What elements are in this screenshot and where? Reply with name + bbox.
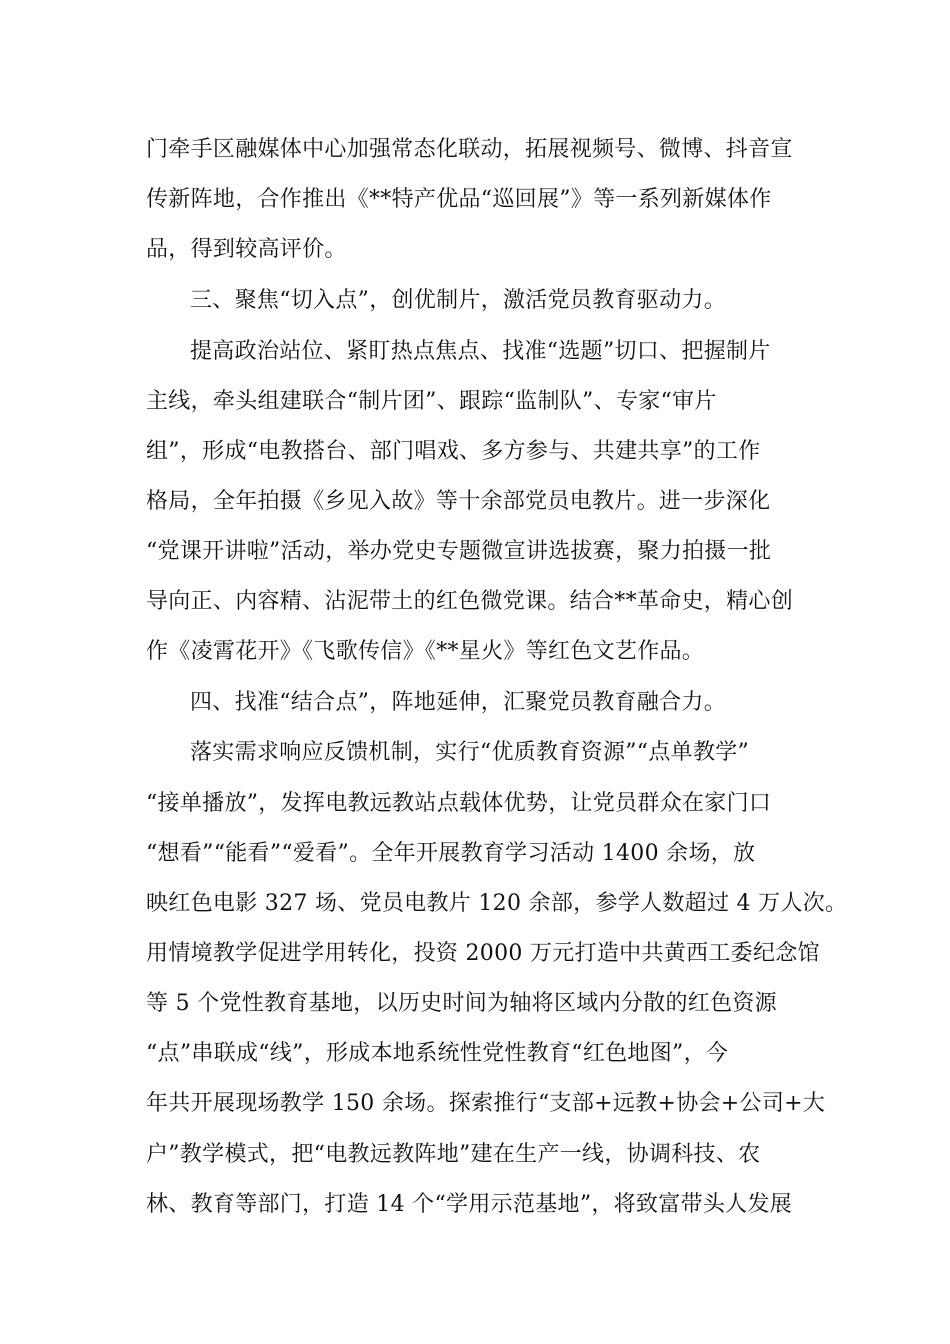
body-text-line: 门牵手区融媒体中心加强常态化联动，拓展视频号、微博、抖音宣 xyxy=(146,137,793,162)
body-text-line: 年共开展现场教学 150 余场。探索推行“支部+远教+协会+公司+大 xyxy=(146,1091,826,1116)
body-text-line: “接单播放”，发挥电教远教站点载体优势，让党员群众在家门口 xyxy=(146,791,772,816)
body-text-line: 品，得到较高评价。 xyxy=(146,237,347,262)
body-text-line: 落实需求响应反馈机制，实行“优质教育资源”“点单教学” xyxy=(190,740,750,765)
body-text-line: 等 5 个党性教育基地，以历史时间为轴将区域内分散的红色资源 xyxy=(146,991,777,1016)
body-text-line: “点”串联成“线”，形成本地系统性党性教育“红色地图”，今 xyxy=(146,1041,729,1066)
body-text-line: 映红色电影 327 场、党员电教片 120 余部，参学人数超过 4 万人次。 xyxy=(146,891,848,916)
body-text-line: 导向正、内容精、沾泥带土的红色微党课。结合**革命史，精心创 xyxy=(146,589,794,614)
body-text-line: 提高政治站位、紧盯热点焦点、找准“选题”切口、把握制片 xyxy=(190,339,771,364)
body-text-line: 作《凌霄花开》《飞歌传信》《**星火》等红色文艺作品。 xyxy=(146,639,705,664)
body-text-line: 主线，牵头组建联合“制片团”、跟踪“监制队”、专家“审片 xyxy=(146,389,717,414)
body-text-line: 用情境教学促进学用转化，投资 2000 万元打造中共黄西工委纪念馆 xyxy=(146,941,820,966)
body-text-line: 组”，形成“电教搭台、部门唱戏、多方参与、共建共享”的工作 xyxy=(146,439,761,464)
body-text-line: 传新阵地，合作推出《**特产优品“巡回展”》等一系列新媒体作 xyxy=(146,187,772,212)
section-heading-3: 三、聚焦“切入点”，创优制片，激活党员教育驱动力。 xyxy=(190,288,726,313)
body-text-line: “想看”“能看”“爱看”。全年开展教育学习活动 1400 余场，放 xyxy=(146,841,756,866)
body-text-line: “党课开讲啦”活动，举办党史专题微宣讲选拔赛，聚力拍摄一批 xyxy=(146,539,772,564)
body-text-line: 林、教育等部门，打造 14 个“学用示范基地”，将致富带头人发展 xyxy=(146,1192,793,1217)
body-text-line: 户”教学模式，把“电教远教阵地”建在生产一线，协调科技、农 xyxy=(146,1142,761,1167)
section-heading-4: 四、找准“结合点”，阵地延伸，汇聚党员教育融合力。 xyxy=(190,690,726,715)
body-text-line: 格局，全年拍摄《乡见入故》等十余部党员电教片。进一步深化 xyxy=(146,489,771,514)
